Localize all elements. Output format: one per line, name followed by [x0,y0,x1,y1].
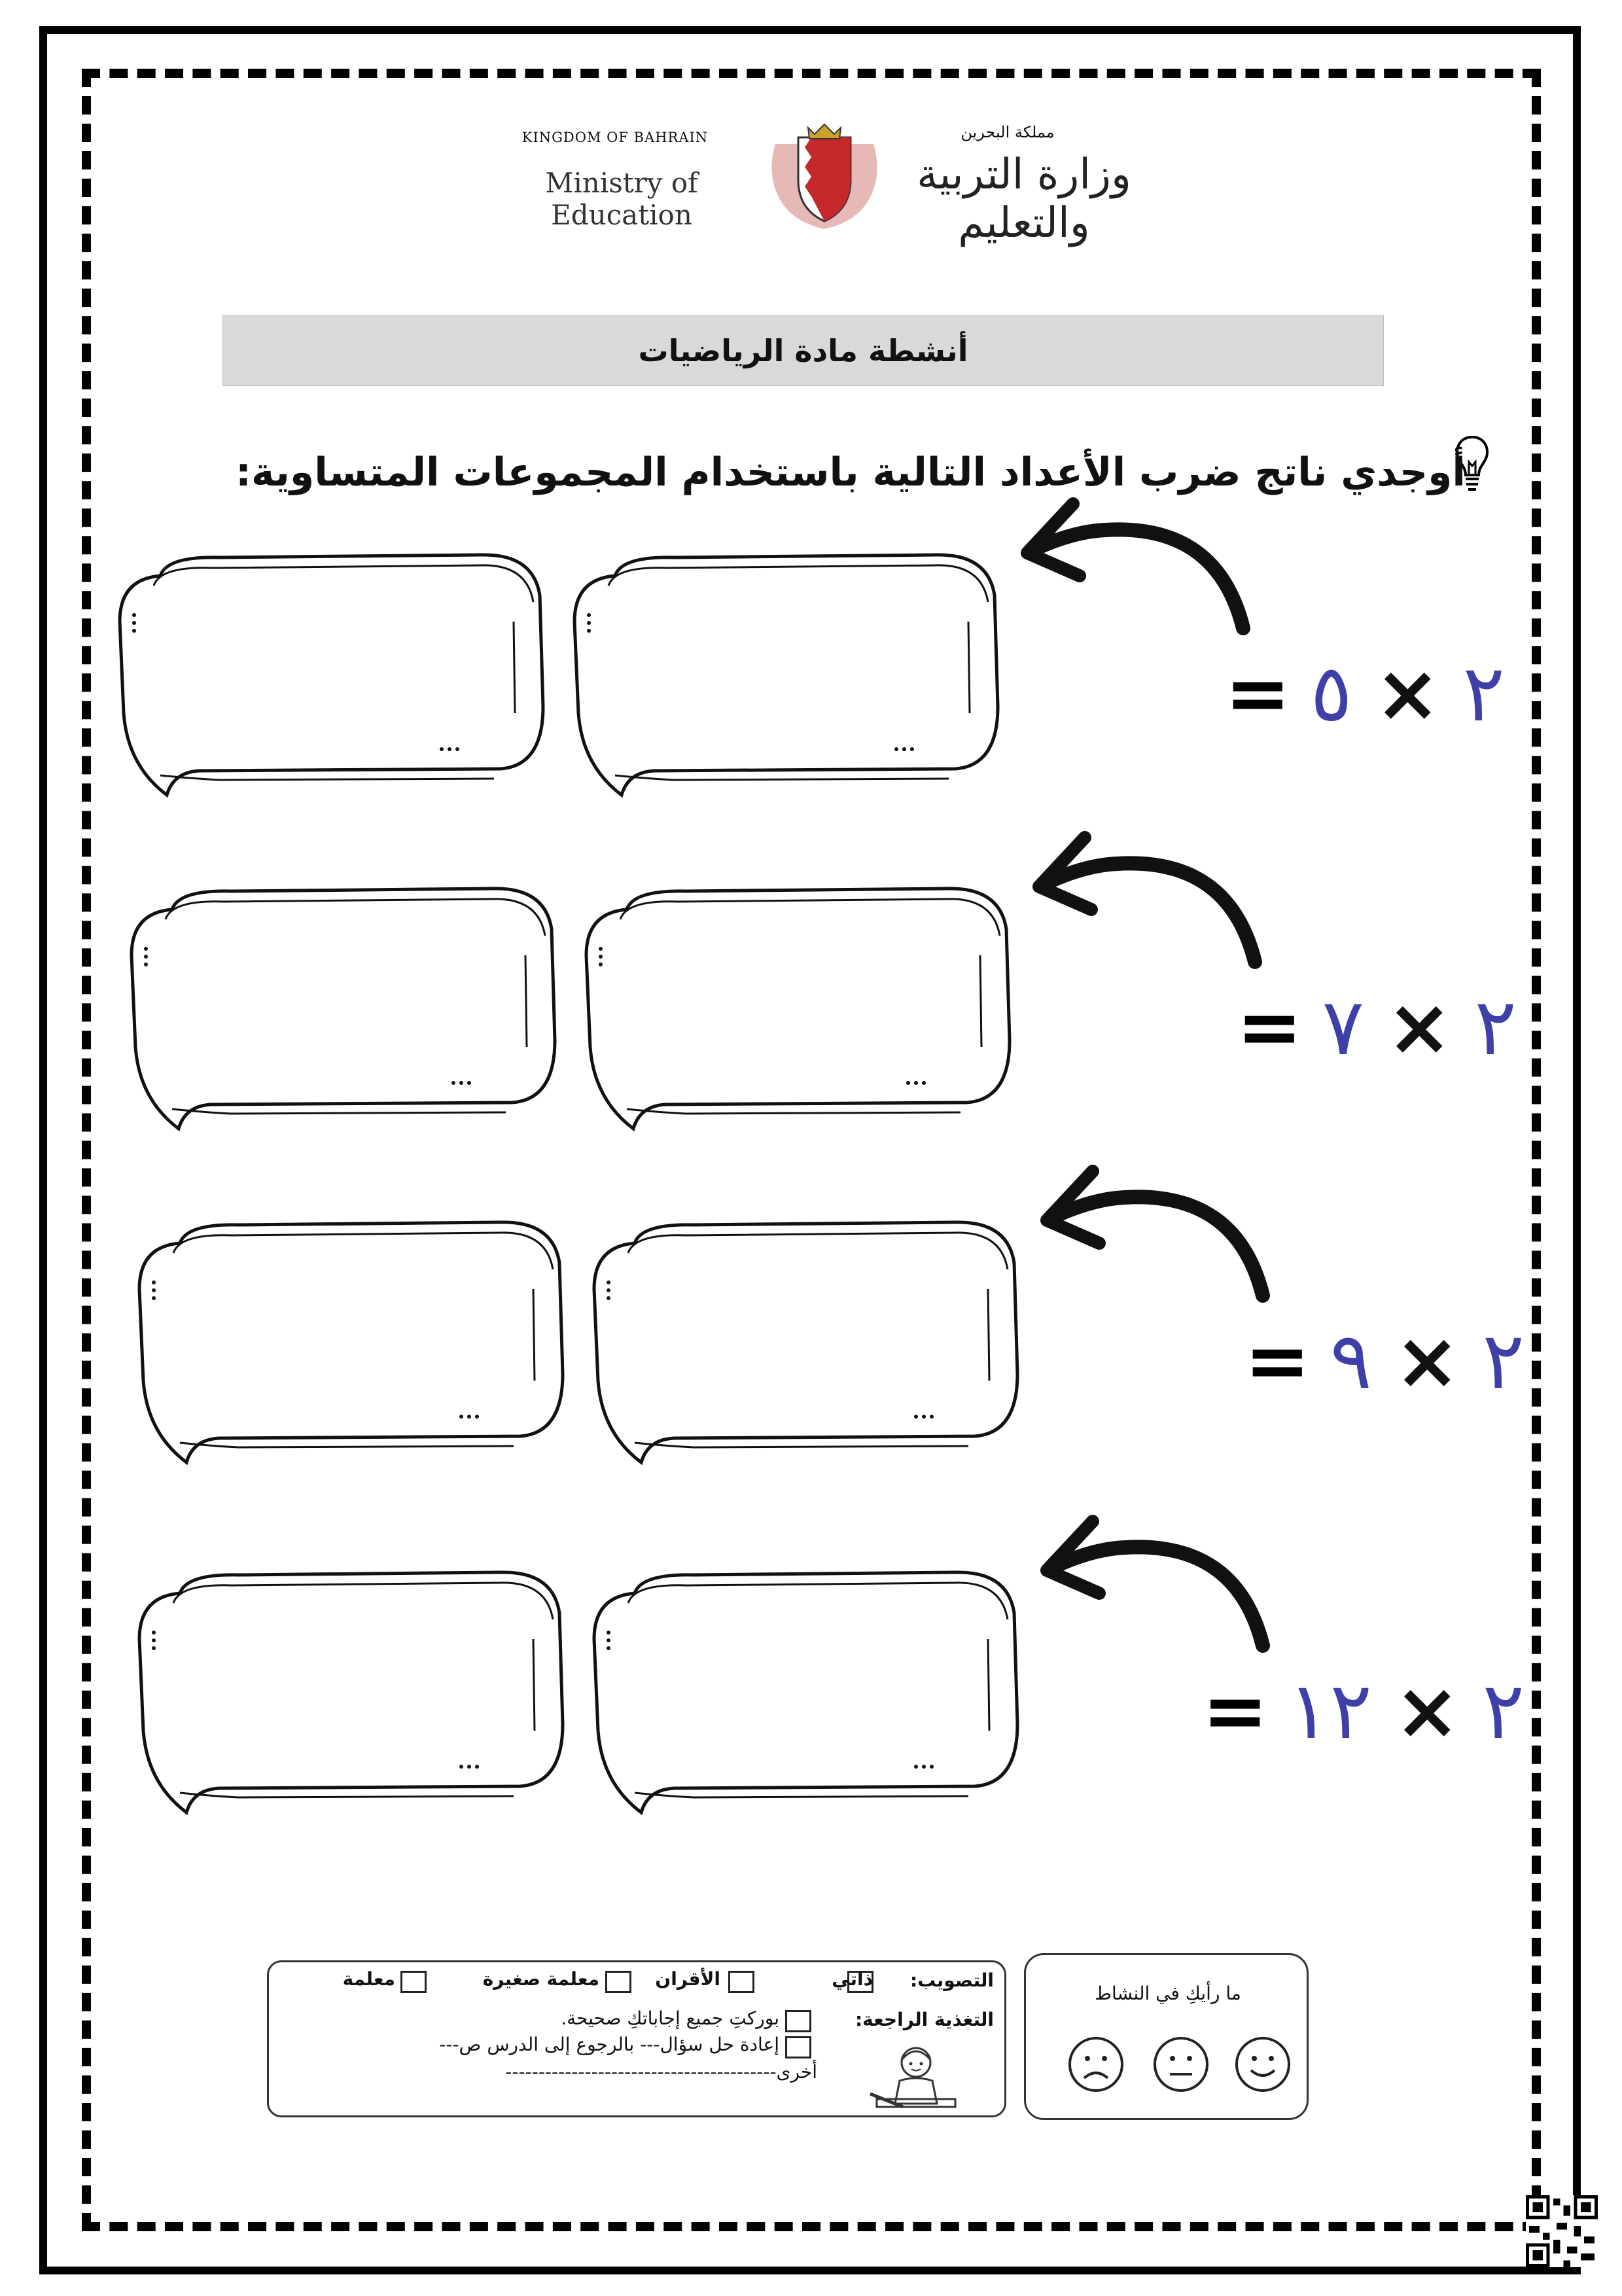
checkbox-all-correct[interactable] [785,2010,811,2032]
answer-bubble-right [589,1567,1021,1829]
answer-bubble-left [134,1567,566,1829]
feedback-redo: إعادة حل سؤال--- بالرجوع إلى الدرس ص--- [439,2034,779,2055]
kingdom-en: KINGDOM OF BAHRAIN [521,130,709,145]
multiplier: ٢ [1482,1665,1525,1757]
equals-sign: = [1202,1665,1269,1757]
equals-sign: = [1237,981,1303,1073]
times-sign: × [1394,1665,1460,1757]
multiplicand: ٧ [1322,981,1364,1073]
kingdom-ar: مملكة البحرين [961,123,1055,141]
multiplicand: ٩ [1330,1315,1372,1407]
answer-bubble-left [115,550,546,811]
checkbox-teacher[interactable] [400,1971,427,1993]
feedback-label: التغذية الراجعة: [855,2009,994,2030]
equals-sign: = [1244,1315,1311,1407]
times-sign: × [1394,1315,1460,1407]
equation [1225,648,1505,739]
answer-bubble-left [134,1217,566,1479]
times-sign: × [1386,981,1453,1073]
answer-bubble-right [569,550,1001,811]
feedback-all-correct: بوركتِ جميع إجاباتكِ صحيحة. [561,2007,779,2029]
equation [1202,1665,1525,1757]
girl-writing-icon [864,2041,962,2113]
qr-code-icon [1526,2195,1598,2267]
checkbox-redo[interactable] [785,2036,811,2058]
happy-face-icon[interactable] [1233,2035,1292,2094]
answer-bubble-right [589,1217,1021,1479]
correction-label: التصويب: [909,1969,994,1991]
checkbox-peers[interactable] [728,1971,754,1993]
neutral-face-icon[interactable] [1152,2035,1210,2094]
multiplier: ٢ [1482,1315,1525,1407]
ministry-ar: وزارة التربية والتعليم [917,150,1131,247]
option-self-label: ذاتي [832,1968,873,1990]
option-little-teacher-label: معلمة صغيرة [482,1968,599,1990]
multiplier: ٢ [1474,981,1517,1073]
checkbox-little-teacher[interactable] [605,1971,631,1993]
feedback-other: أخرى----------------------------------------- [505,2061,817,2083]
question-text: أوجدي ناتج ضرب الأعداد التالية باستخدام المجموعات المتساوية: [236,450,1466,495]
equation [1237,981,1517,1073]
page-title: أنشطة مادة الرياضيات [638,333,968,368]
title-bar [222,315,1384,386]
multiplicand: ٥ [1310,648,1352,739]
equals-sign: = [1225,648,1291,739]
option-peers-label: الأقران [655,1968,720,1990]
sad-face-icon[interactable] [1067,2035,1125,2094]
times-sign: × [1375,648,1441,739]
answer-bubble-left [126,883,558,1145]
bahrain-crest-logo [762,118,887,232]
opinion-label: ما رأيكِ في النشاط [1095,1983,1241,2004]
equation [1244,1315,1525,1407]
ministry-en: Ministry of Education [545,167,698,231]
answer-bubble-right [581,883,1013,1145]
multiplicand: ١٢ [1288,1665,1372,1757]
multiplier: ٢ [1462,648,1505,739]
option-teacher-label: معلمة [342,1968,395,1990]
page-border-dashed [82,69,1541,2231]
